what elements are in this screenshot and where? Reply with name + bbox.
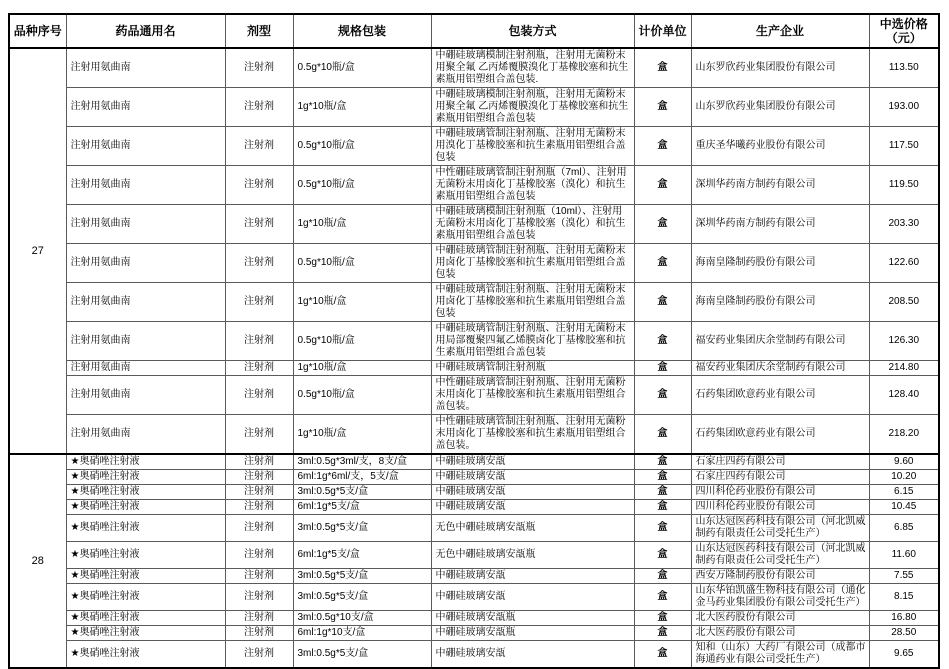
cell-price: 6.15	[869, 485, 939, 500]
cell-packaging: 中硼硅玻璃安瓿	[431, 470, 634, 485]
column-header-dosage-form: 剂型	[225, 14, 293, 48]
column-header-seq: 品种序号	[9, 14, 66, 48]
column-header-generic-name: 药品通用名	[66, 14, 225, 48]
cell-generic-name: 注射用氨曲南	[66, 166, 225, 205]
cell-price: 203.30	[869, 205, 939, 244]
table-row	[9, 166, 939, 205]
cell-manufacturer: 北大医药股份有限公司	[691, 626, 869, 641]
cell-dosage-form: 注射剂	[225, 515, 293, 542]
cell-spec: 6ml:1g*6ml/支，5支/盒	[293, 470, 431, 485]
table-row	[9, 205, 939, 244]
cell-spec: 6ml:1g*5支/盒	[293, 500, 431, 515]
cell-price: 208.50	[869, 283, 939, 322]
table-row	[9, 283, 939, 322]
cell-spec: 3ml:0.5g*10支/盒	[293, 611, 431, 626]
cell-generic-name: ★奥硝唑注射液	[66, 611, 225, 626]
cell-dosage-form: 注射剂	[225, 584, 293, 611]
cell-unit: 盒	[634, 542, 691, 569]
cell-manufacturer: 海南皇隆制药股份有限公司	[691, 283, 869, 322]
cell-dosage-form: 注射剂	[225, 244, 293, 283]
cell-dosage-form: 注射剂	[225, 322, 293, 361]
cell-generic-name: 注射用氨曲南	[66, 415, 225, 455]
cell-packaging: 中性硼硅玻璃管制注射剂瓶、注射用无菌粉末用卤化丁基橡胶塞和抗生素瓶用铝塑组合盖包装。	[431, 376, 634, 415]
cell-price: 11.60	[869, 542, 939, 569]
cell-packaging: 中硼硅玻璃管制注射剂瓶、注射用无菌粉末用局部覆聚四氟乙烯膜卤化丁基橡胶塞和抗生素瓶用铝塑组合盖包装	[431, 322, 634, 361]
cell-generic-name: 注射用氨曲南	[66, 127, 225, 166]
cell-packaging: 中硼硅玻璃安瓿	[431, 569, 634, 584]
cell-manufacturer: 北大医药股份有限公司	[691, 611, 869, 626]
cell-packaging: 中硼硅玻璃管制注射剂瓶、注射用无菌粉末用溴化丁基橡胶塞和抗生素瓶用铝塑组合盖包装	[431, 127, 634, 166]
cell-manufacturer: 石家庄四药有限公司	[691, 454, 869, 470]
cell-price: 117.50	[869, 127, 939, 166]
table-row	[9, 542, 939, 569]
cell-packaging: 无色中硼硅玻璃安瓿瓶	[431, 542, 634, 569]
cell-price: 122.60	[869, 244, 939, 283]
cell-dosage-form: 注射剂	[225, 569, 293, 584]
table-row	[9, 485, 939, 500]
cell-spec: 3ml:0.5g*5支/盒	[293, 485, 431, 500]
cell-packaging: 中硼硅玻璃安瓿	[431, 584, 634, 611]
cell-unit: 盒	[634, 485, 691, 500]
cell-spec: 1g*10瓶/盒	[293, 205, 431, 244]
cell-packaging: 中硼硅玻璃管制注射剂瓶	[431, 361, 634, 376]
cell-unit: 盒	[634, 244, 691, 283]
cell-generic-name: ★奥硝唑注射液	[66, 641, 225, 669]
cell-dosage-form: 注射剂	[225, 626, 293, 641]
table-row	[9, 641, 939, 669]
cell-generic-name: ★奥硝唑注射液	[66, 584, 225, 611]
cell-dosage-form: 注射剂	[225, 205, 293, 244]
cell-unit: 盒	[634, 166, 691, 205]
cell-unit: 盒	[634, 48, 691, 88]
cell-generic-name: 注射用氨曲南	[66, 283, 225, 322]
cell-dosage-form: 注射剂	[225, 415, 293, 455]
cell-manufacturer: 石药集团欧意药业有限公司	[691, 376, 869, 415]
table-row	[9, 361, 939, 376]
cell-generic-name: ★奥硝唑注射液	[66, 626, 225, 641]
cell-price: 10.20	[869, 470, 939, 485]
cell-price: 193.00	[869, 88, 939, 127]
cell-dosage-form: 注射剂	[225, 500, 293, 515]
column-header-unit: 计价单位	[634, 14, 691, 48]
cell-packaging: 中硼硅玻璃模制注射剂瓶，注射用无菌粉末用聚全氟 乙丙烯覆膜溴化丁基橡胶塞和抗生素瓶用铝塑组合盖包装.	[431, 48, 634, 88]
table-header	[9, 14, 939, 48]
cell-generic-name: 注射用氨曲南	[66, 88, 225, 127]
cell-spec: 3ml:0.5g*5支/盒	[293, 584, 431, 611]
cell-packaging: 中性硼硅玻璃管制注射剂瓶、注射用无菌粉末用卤化丁基橡胶塞和抗生素瓶用铝塑组合盖包装。	[431, 415, 634, 455]
table-row	[9, 500, 939, 515]
cell-dosage-form: 注射剂	[225, 48, 293, 88]
column-header-packaging: 包装方式	[431, 14, 634, 48]
cell-manufacturer: 山东华铂凯盛生物科技有限公司（通化金马药业集团股份有限公司受托生产）	[691, 584, 869, 611]
cell-unit: 盒	[634, 361, 691, 376]
table-row	[9, 584, 939, 611]
cell-packaging: 中硼硅玻璃管制注射剂瓶、注射用无菌粉末用卤化丁基橡胶塞和抗生素瓶用铝塑组合盖包装	[431, 244, 634, 283]
cell-price: 10.45	[869, 500, 939, 515]
cell-unit: 盒	[634, 376, 691, 415]
cell-spec: 0.5g*10瓶/盒	[293, 244, 431, 283]
cell-manufacturer: 福安药业集团庆余堂制药有限公司	[691, 361, 869, 376]
table-row	[9, 322, 939, 361]
cell-manufacturer: 山东罗欣药业集团股份有限公司	[691, 48, 869, 88]
cell-spec: 0.5g*10瓶/盒	[293, 48, 431, 88]
cell-manufacturer: 四川科伦药业股份有限公司	[691, 500, 869, 515]
cell-packaging: 中硼硅玻璃安瓿瓶	[431, 626, 634, 641]
cell-price: 9.60	[869, 454, 939, 470]
table-row	[9, 244, 939, 283]
cell-manufacturer: 海南皇隆制药股份有限公司	[691, 244, 869, 283]
cell-dosage-form: 注射剂	[225, 166, 293, 205]
cell-manufacturer: 深圳华药南方制药有限公司	[691, 205, 869, 244]
cell-spec: 1g*10瓶/盒	[293, 361, 431, 376]
cell-unit: 盒	[634, 415, 691, 455]
table-row	[9, 626, 939, 641]
cell-price: 218.20	[869, 415, 939, 455]
table-row	[9, 470, 939, 485]
cell-generic-name: 注射用氨曲南	[66, 322, 225, 361]
header-row	[9, 14, 939, 48]
cell-generic-name: ★奥硝唑注射液	[66, 515, 225, 542]
cell-spec: 0.5g*10瓶/盒	[293, 376, 431, 415]
column-header-price: 中选价格（元）	[869, 14, 939, 48]
cell-manufacturer: 山东达冠医药科技有限公司（河北凯威制药有限责任公司受托生产）	[691, 515, 869, 542]
cell-unit: 盒	[634, 470, 691, 485]
cell-packaging: 中硼硅玻璃安瓿	[431, 454, 634, 470]
cell-spec: 3ml:0.5g*3ml/支，8支/盒	[293, 454, 431, 470]
cell-generic-name: ★奥硝唑注射液	[66, 542, 225, 569]
cell-seq: 27	[9, 48, 66, 454]
cell-price: 113.50	[869, 48, 939, 88]
cell-seq: 28	[9, 454, 66, 668]
cell-generic-name: ★奥硝唑注射液	[66, 454, 225, 470]
cell-dosage-form: 注射剂	[225, 611, 293, 626]
cell-price: 28.50	[869, 626, 939, 641]
cell-packaging: 中性硼硅玻璃管制注射剂瓶（7ml）、注射用无菌粉末用卤化丁基橡胶塞（溴化）和抗生素瓶用铝塑组合盖包装	[431, 166, 634, 205]
cell-unit: 盒	[634, 127, 691, 166]
cell-generic-name: 注射用氨曲南	[66, 244, 225, 283]
cell-packaging: 中硼硅玻璃模制注射剂瓶，注射用无菌粉末用聚全氟 乙丙烯覆膜溴化丁基橡胶塞和抗生素瓶用铝塑组合盖包装	[431, 88, 634, 127]
cell-dosage-form: 注射剂	[225, 88, 293, 127]
drug-price-table	[8, 13, 940, 669]
cell-spec: 0.5g*10瓶/盒	[293, 322, 431, 361]
cell-dosage-form: 注射剂	[225, 542, 293, 569]
cell-dosage-form: 注射剂	[225, 641, 293, 669]
cell-unit: 盒	[634, 322, 691, 361]
cell-manufacturer: 西安万隆制药股份有限公司	[691, 569, 869, 584]
table-row	[9, 515, 939, 542]
cell-manufacturer: 四川科伦药业股份有限公司	[691, 485, 869, 500]
cell-generic-name: 注射用氨曲南	[66, 361, 225, 376]
cell-dosage-form: 注射剂	[225, 376, 293, 415]
table-row	[9, 611, 939, 626]
cell-unit: 盒	[634, 454, 691, 470]
cell-dosage-form: 注射剂	[225, 485, 293, 500]
table-row	[9, 415, 939, 455]
cell-dosage-form: 注射剂	[225, 283, 293, 322]
cell-manufacturer: 重庆圣华曦药业股份有限公司	[691, 127, 869, 166]
cell-manufacturer: 山东罗欣药业集团股份有限公司	[691, 88, 869, 127]
cell-spec: 3ml:0.5g*5支/盒	[293, 641, 431, 669]
cell-manufacturer: 山东达冠医药科技有限公司（河北凯威制药有限责任公司受托生产）	[691, 542, 869, 569]
cell-dosage-form: 注射剂	[225, 127, 293, 166]
cell-packaging: 中硼硅玻璃安瓿	[431, 500, 634, 515]
cell-manufacturer: 深圳华药南方制药有限公司	[691, 166, 869, 205]
table-row	[9, 454, 939, 470]
cell-price: 8.15	[869, 584, 939, 611]
cell-price: 128.40	[869, 376, 939, 415]
cell-packaging: 中硼硅玻璃安瓿	[431, 641, 634, 669]
cell-unit: 盒	[634, 205, 691, 244]
cell-spec: 1g*10瓶/盒	[293, 283, 431, 322]
table-row	[9, 48, 939, 88]
cell-price: 9.65	[869, 641, 939, 669]
table-row	[9, 88, 939, 127]
cell-unit: 盒	[634, 500, 691, 515]
cell-spec: 1g*10瓶/盒	[293, 415, 431, 455]
cell-spec: 0.5g*10瓶/盒	[293, 127, 431, 166]
cell-packaging: 无色中硼硅玻璃安瓿瓶	[431, 515, 634, 542]
cell-manufacturer: 知和（山东）大药厂有限公司（成都市海通药业有限公司受托生产）	[691, 641, 869, 669]
cell-spec: 3ml:0.5g*5支/盒	[293, 515, 431, 542]
table-body	[9, 48, 939, 668]
cell-dosage-form: 注射剂	[225, 361, 293, 376]
cell-generic-name: ★奥硝唑注射液	[66, 569, 225, 584]
cell-unit: 盒	[634, 626, 691, 641]
cell-generic-name: ★奥硝唑注射液	[66, 470, 225, 485]
cell-generic-name: 注射用氨曲南	[66, 376, 225, 415]
table-row	[9, 569, 939, 584]
cell-unit: 盒	[634, 88, 691, 127]
cell-price: 214.80	[869, 361, 939, 376]
cell-unit: 盒	[634, 641, 691, 669]
cell-price: 119.50	[869, 166, 939, 205]
cell-generic-name: 注射用氨曲南	[66, 48, 225, 88]
column-header-manufacturer: 生产企业	[691, 14, 869, 48]
cell-packaging: 中硼硅玻璃管制注射剂瓶、注射用无菌粉末用卤化丁基橡胶塞和抗生素瓶用铝塑组合盖包装	[431, 283, 634, 322]
cell-unit: 盒	[634, 569, 691, 584]
cell-price: 126.30	[869, 322, 939, 361]
cell-unit: 盒	[634, 611, 691, 626]
cell-generic-name: ★奥硝唑注射液	[66, 485, 225, 500]
cell-spec: 3ml:0.5g*5支/盒	[293, 569, 431, 584]
cell-generic-name: 注射用氨曲南	[66, 205, 225, 244]
table-row	[9, 376, 939, 415]
table-row	[9, 127, 939, 166]
cell-manufacturer: 福安药业集团庆余堂制药有限公司	[691, 322, 869, 361]
cell-price: 16.80	[869, 611, 939, 626]
cell-price: 6.85	[869, 515, 939, 542]
cell-dosage-form: 注射剂	[225, 470, 293, 485]
cell-packaging: 中硼硅玻璃安瓿瓶	[431, 611, 634, 626]
cell-spec: 1g*10瓶/盒	[293, 88, 431, 127]
cell-unit: 盒	[634, 283, 691, 322]
cell-manufacturer: 石家庄四药有限公司	[691, 470, 869, 485]
cell-spec: 0.5g*10瓶/盒	[293, 166, 431, 205]
cell-spec: 6ml:1g*5支/盒	[293, 542, 431, 569]
cell-packaging: 中硼硅玻璃模制注射剂瓶（10ml）、注射用无菌粉末用卤化丁基橡胶塞（溴化）和抗生素瓶用铝塑组合盖包装	[431, 205, 634, 244]
cell-unit: 盒	[634, 515, 691, 542]
cell-manufacturer: 石药集团欧意药业有限公司	[691, 415, 869, 455]
cell-price: 7.55	[869, 569, 939, 584]
cell-generic-name: ★奥硝唑注射液	[66, 500, 225, 515]
cell-packaging: 中硼硅玻璃安瓿	[431, 485, 634, 500]
cell-dosage-form: 注射剂	[225, 454, 293, 470]
cell-unit: 盒	[634, 584, 691, 611]
cell-spec: 6ml:1g*10支/盒	[293, 626, 431, 641]
column-header-spec: 规格包装	[293, 14, 431, 48]
